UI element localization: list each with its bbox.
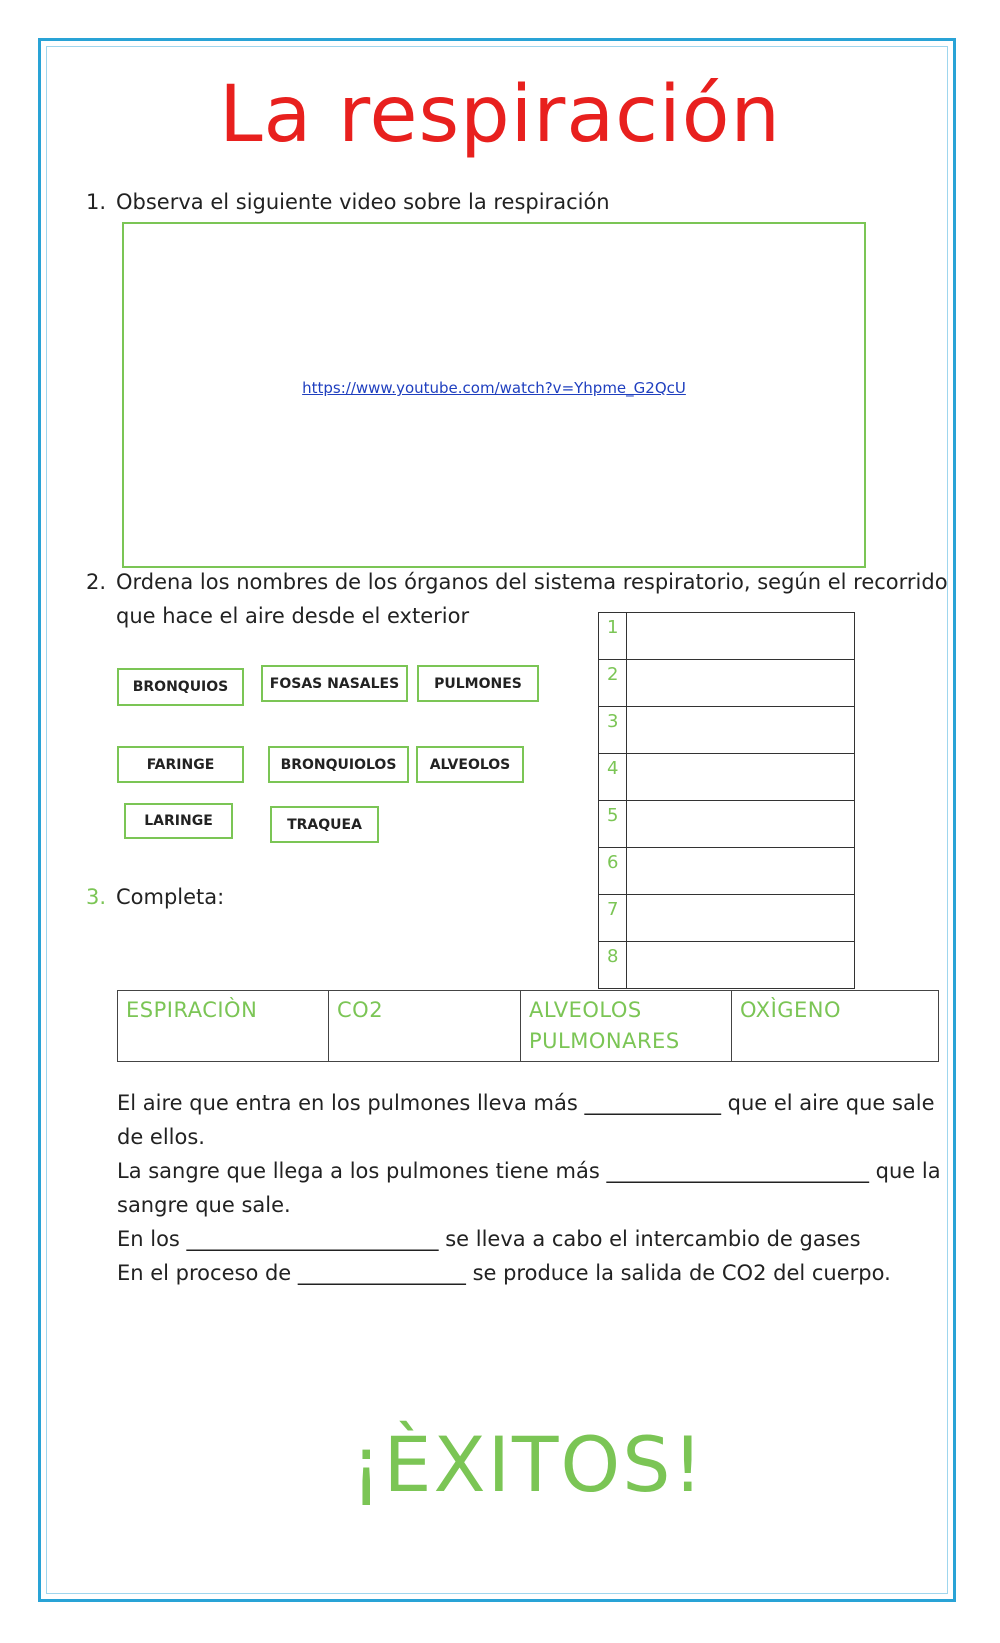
order-slot-7[interactable] (627, 895, 855, 942)
video-link[interactable]: https://www.youtube.com/watch?v=Yhpme_G2QcU (302, 379, 686, 397)
order-slot-4[interactable] (627, 754, 855, 801)
question-2-line-1: Ordena los nombres de los órganos del sistema respiratorio, según el recorrido (116, 570, 948, 594)
order-row (599, 895, 855, 942)
order-row (599, 613, 855, 660)
question-3 (86, 885, 224, 909)
organ-chip-alveolos[interactable]: ALVEOLOS (416, 746, 524, 783)
order-row-number: 5 (599, 801, 627, 848)
order-row (599, 754, 855, 801)
order-row-number: 3 (599, 707, 627, 754)
order-slot-1[interactable] (627, 613, 855, 660)
sentence-2: La sangre que llega a los pulmones tiene más _________________________ que la sangre que sale. (117, 1159, 941, 1217)
question-1-number: 1. (86, 190, 107, 214)
order-row (599, 660, 855, 707)
page-title: La respiración (219, 70, 781, 160)
sentence-1: El aire que entra en los pulmones lleva más _____________ que el aire que sale de ellos. (117, 1091, 935, 1149)
order-slot-2[interactable] (627, 660, 855, 707)
sentence-4: En el proceso de ________________ se produce la salida de CO2 del cuerpo. (117, 1261, 891, 1285)
organ-chip-fosas-nasales[interactable]: FOSAS NASALES (261, 665, 408, 702)
sentence-3: En los ________________________ se lleva a cabo el intercambio de gases (117, 1227, 861, 1251)
organ-chip-traquea[interactable]: TRAQUEA (270, 806, 379, 843)
organ-chip-faringe[interactable]: FARINGE (117, 746, 244, 783)
question-1 (86, 190, 610, 214)
order-row (599, 848, 855, 895)
order-row-number: 1 (599, 613, 627, 660)
order-row (599, 801, 855, 848)
word-bank-co2[interactable]: CO2 (329, 991, 521, 1062)
order-row-number: 6 (599, 848, 627, 895)
order-slot-5[interactable] (627, 801, 855, 848)
question-1-text: Observa el siguiente video sobre la respiración (116, 190, 610, 214)
word-bank-espiracion[interactable]: ESPIRACIÒN (118, 991, 329, 1062)
question-2-number: 2. (86, 570, 107, 594)
organ-chip-laringe[interactable]: LARINGE (124, 803, 233, 839)
footer-exitos: ¡ÈXITOS! (351, 1420, 705, 1509)
video-box[interactable] (122, 222, 866, 568)
question-2-line-2: que hace el aire desde el exterior (116, 604, 470, 628)
order-row-number: 8 (599, 942, 627, 989)
organ-chip-bronquios[interactable]: BRONQUIOS (117, 668, 244, 706)
order-table (598, 612, 855, 989)
order-slot-8[interactable] (627, 942, 855, 989)
order-slot-3[interactable] (627, 707, 855, 754)
organ-chip-bronquiolos[interactable]: BRONQUIOLOS (268, 746, 409, 783)
order-row (599, 942, 855, 989)
word-bank-row (118, 991, 939, 1062)
organ-chip-pulmones[interactable]: PULMONES (417, 665, 539, 702)
order-row-number: 7 (599, 895, 627, 942)
question-3-number: 3. (86, 885, 107, 909)
word-bank-alveolos-pulmonares[interactable]: ALVEOLOS PULMONARES (521, 991, 732, 1062)
word-bank-oxigeno[interactable]: OXÌGENO (732, 991, 939, 1062)
order-slot-6[interactable] (627, 848, 855, 895)
word-bank-table (117, 990, 939, 1062)
order-row-number: 4 (599, 754, 627, 801)
order-row-number: 2 (599, 660, 627, 707)
question-3-text: Completa: (116, 885, 225, 909)
order-row (599, 707, 855, 754)
question-2 (86, 570, 948, 594)
